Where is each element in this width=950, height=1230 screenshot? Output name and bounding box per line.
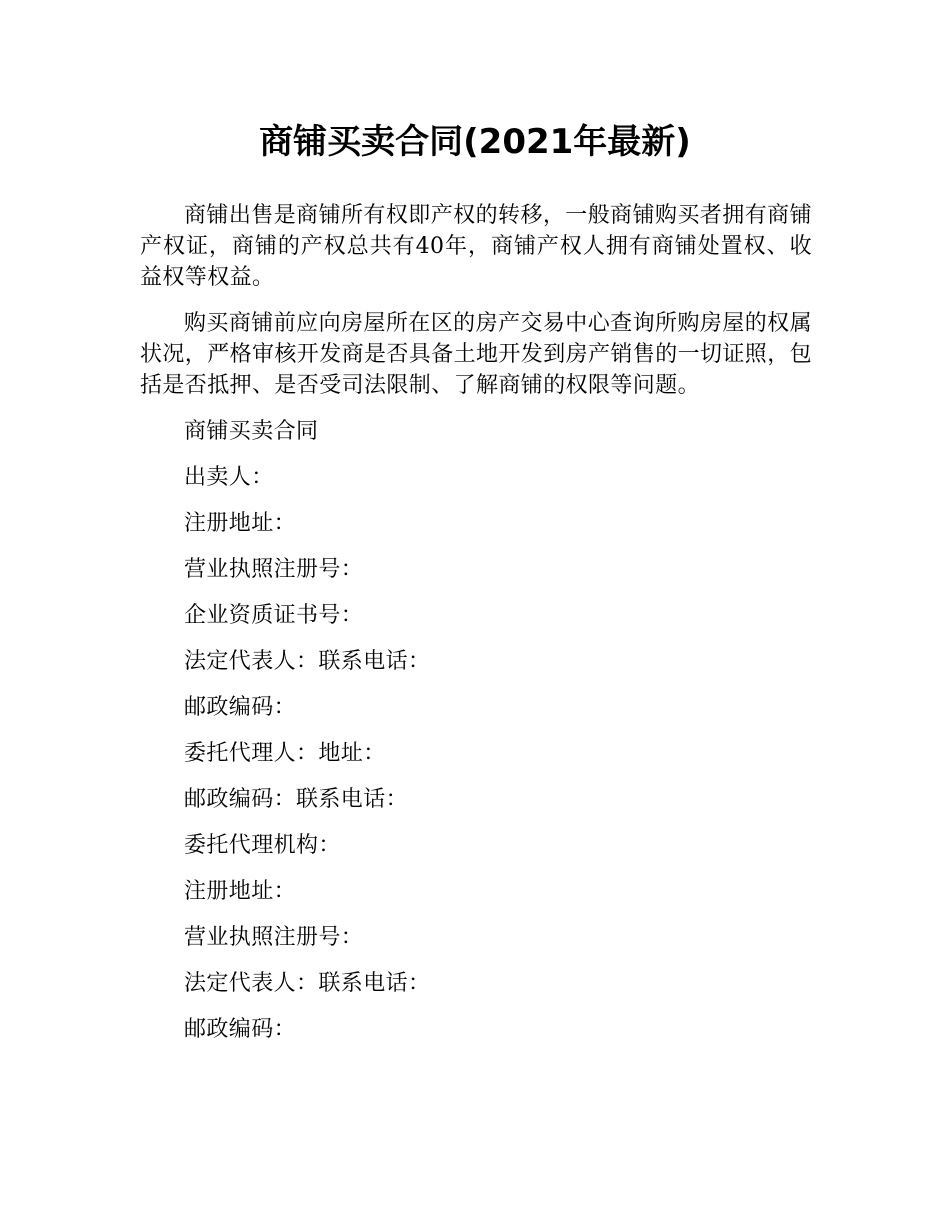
agency-legal-representative-line: 法定代表人：联系电话： bbox=[184, 971, 431, 996]
seller-line: 出卖人： bbox=[184, 465, 274, 490]
agency-business-license-line: 营业执照注册号： bbox=[184, 925, 364, 950]
document-body bbox=[140, 200, 812, 1060]
intro-paragraph-2: 购买商铺前应向房屋所在区的房产交易中心查询所购房屋的权属状况，严格审核开发商是否具备土地开发到房产销售的一切证照，包括是否抵押、是否受司法限制、了解商铺的权限等问题。 bbox=[140, 311, 813, 398]
agency-line: 委托代理机构： bbox=[184, 833, 341, 858]
document-title: 商铺买卖合同(2021年最新) bbox=[259, 122, 691, 162]
intro-paragraph-1: 商铺出售是商铺所有权即产权的转移，一般商铺购买者拥有商铺产权证，商铺的产权总共有40年，商铺产权人拥有商铺处置权、收益权等权益。 bbox=[140, 203, 812, 290]
authorized-agent-line: 委托代理人：地址： bbox=[184, 741, 386, 766]
qualification-certificate-line: 企业资质证书号： bbox=[184, 603, 364, 628]
agency-postal-code-line: 邮政编码： bbox=[184, 1017, 297, 1042]
contract-heading: 商铺买卖合同 bbox=[184, 419, 319, 444]
postal-code-line: 邮政编码： bbox=[184, 695, 297, 720]
postal-code-phone-line: 邮政编码：联系电话： bbox=[184, 787, 409, 812]
agency-registered-address-line: 注册地址： bbox=[184, 879, 297, 904]
business-license-line: 营业执照注册号： bbox=[184, 557, 364, 582]
registered-address-line: 注册地址： bbox=[184, 511, 297, 536]
legal-representative-line: 法定代表人：联系电话： bbox=[184, 649, 431, 674]
